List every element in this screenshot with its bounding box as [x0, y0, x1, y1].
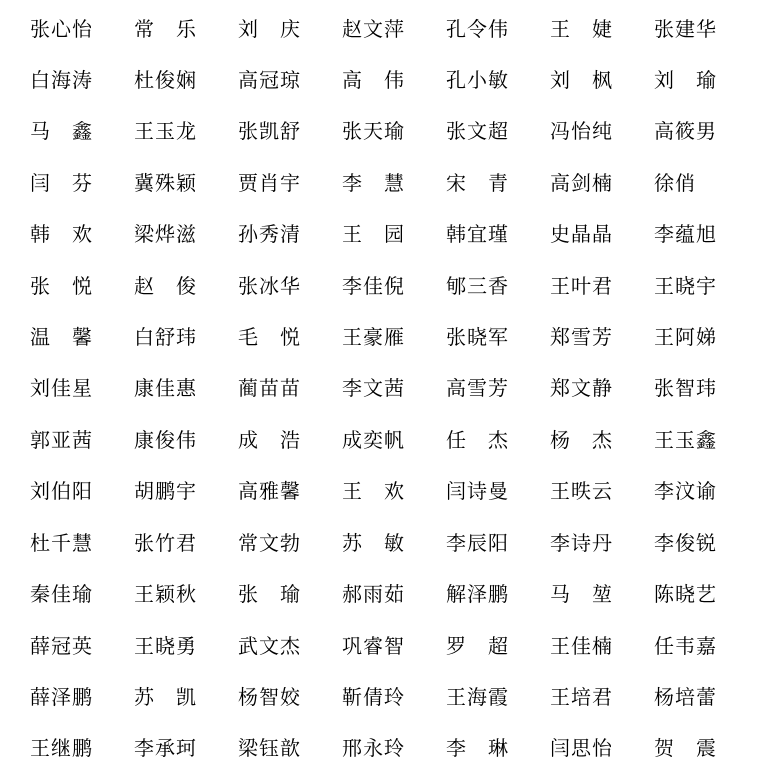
name-cell: 高筱男: [654, 121, 717, 144]
name-cell: 韩宜瑾: [446, 224, 509, 247]
name-cell: 常 乐: [134, 18, 197, 41]
name-cell: 李文茜: [342, 378, 405, 401]
name-cell: 张冰华: [238, 275, 301, 298]
name-cell: 王晓勇: [134, 635, 197, 658]
name-cell: 孙秀清: [238, 224, 301, 247]
name-cell: 郑雪芳: [550, 327, 613, 350]
name-cell: 李承珂: [134, 738, 197, 761]
name-cell: 梁钰歆: [238, 738, 301, 761]
name-cell: 刘伯阳: [30, 481, 93, 504]
name-cell: 成 浩: [238, 429, 301, 452]
name-cell: 闫诗曼: [446, 481, 509, 504]
name-cell: 王 欢: [342, 481, 405, 504]
name-grid: [30, 2, 758, 772]
name-cell: 王阿娣: [654, 327, 717, 350]
name-cell: 赵 俊: [134, 275, 197, 298]
name-row: [30, 259, 758, 309]
name-cell: 郑文静: [550, 378, 613, 401]
name-cell: 刘 枫: [550, 69, 613, 92]
name-cell: 王佳楠: [550, 635, 613, 658]
name-cell: 李诗丹: [550, 532, 613, 555]
name-row: [30, 465, 758, 515]
name-cell: 李佳倪: [342, 275, 405, 298]
name-cell: 苏 敏: [342, 532, 405, 555]
name-cell: 李 慧: [342, 172, 405, 195]
name-cell: 杜千慧: [30, 532, 93, 555]
name-cell: 王晓宇: [654, 275, 717, 298]
name-cell: 陈晓艺: [654, 584, 717, 607]
name-row: [30, 2, 758, 52]
name-cell: 韩 欢: [30, 224, 93, 247]
name-cell: 王玉龙: [134, 121, 197, 144]
name-row: [30, 311, 758, 361]
name-cell: 刘佳星: [30, 378, 93, 401]
name-row: [30, 722, 758, 772]
name-cell: 秦佳瑜: [30, 584, 93, 607]
name-cell: 张凯舒: [238, 121, 301, 144]
name-cell: 康俊伟: [134, 429, 197, 452]
name-cell: 郭亚茜: [30, 429, 93, 452]
name-cell: 梁烨滋: [134, 224, 197, 247]
name-cell: 王颖秋: [134, 584, 197, 607]
name-cell: 张智玮: [654, 378, 717, 401]
name-cell: 王昳云: [550, 481, 613, 504]
name-cell: 常文勃: [238, 532, 301, 555]
name-cell: 王海霞: [446, 686, 509, 709]
name-cell: 杨智姣: [238, 686, 301, 709]
name-cell: 薛泽鹏: [30, 686, 93, 709]
name-row: [30, 362, 758, 412]
name-cell: 温 馨: [30, 327, 93, 350]
name-row: [30, 619, 758, 669]
name-cell: 史晶晶: [550, 224, 613, 247]
name-row: [30, 670, 758, 720]
name-cell: 苏 凯: [134, 686, 197, 709]
name-cell: 闫思怡: [550, 738, 613, 761]
name-cell: 马 鑫: [30, 121, 93, 144]
name-row: [30, 516, 758, 566]
name-cell: 高冠琼: [238, 69, 301, 92]
name-row: [30, 156, 758, 206]
name-cell: 冀殊颖: [134, 172, 197, 195]
name-cell: 孔令伟: [446, 18, 509, 41]
name-cell: 毛 悦: [238, 327, 301, 350]
name-row: [30, 568, 758, 618]
name-cell: 武文杰: [238, 635, 301, 658]
name-cell: 王继鹏: [30, 738, 93, 761]
name-cell: 郝雨茹: [342, 584, 405, 607]
name-cell: 任韦嘉: [654, 635, 717, 658]
name-cell: 张建华: [654, 18, 717, 41]
name-cell: 贾肖宇: [238, 172, 301, 195]
name-cell: 邢永玲: [342, 738, 405, 761]
name-cell: 王培君: [550, 686, 613, 709]
name-cell: 胡鹏宇: [134, 481, 197, 504]
name-cell: 刘 瑜: [654, 69, 717, 92]
name-cell: 高雅馨: [238, 481, 301, 504]
name-cell: 王玉鑫: [654, 429, 717, 452]
name-cell: 白舒玮: [134, 327, 197, 350]
name-row: [30, 208, 758, 258]
name-cell: 高雪芳: [446, 378, 509, 401]
name-cell: 高剑楠: [550, 172, 613, 195]
name-cell: 白海涛: [30, 69, 93, 92]
name-cell: 张天瑜: [342, 121, 405, 144]
name-cell: 刘 庆: [238, 18, 301, 41]
name-cell: 马 堃: [550, 584, 613, 607]
name-cell: 成奕帆: [342, 429, 405, 452]
name-cell: 薛冠英: [30, 635, 93, 658]
name-cell: 张 悦: [30, 275, 93, 298]
name-cell: 罗 超: [446, 635, 509, 658]
name-cell: 李俊锐: [654, 532, 717, 555]
name-cell: 张晓军: [446, 327, 509, 350]
name-cell: 蔺苗苗: [238, 378, 301, 401]
name-cell: 徐俏: [654, 172, 696, 195]
name-row: [30, 53, 758, 103]
name-cell: 闫 芬: [30, 172, 93, 195]
name-cell: 杨培蕾: [654, 686, 717, 709]
name-cell: 杨 杰: [550, 429, 613, 452]
name-cell: 张心怡: [30, 18, 93, 41]
name-cell: 郇三香: [446, 275, 509, 298]
name-cell: 张 瑜: [238, 584, 301, 607]
name-cell: 李 琳: [446, 738, 509, 761]
name-cell: 贺 震: [654, 738, 717, 761]
name-cell: 巩睿智: [342, 635, 405, 658]
name-row: [30, 105, 758, 155]
name-cell: 王 婕: [550, 18, 613, 41]
name-cell: 孔小敏: [446, 69, 509, 92]
name-cell: 高 伟: [342, 69, 405, 92]
name-cell: 靳倩玲: [342, 686, 405, 709]
name-cell: 康佳惠: [134, 378, 197, 401]
name-cell: 张竹君: [134, 532, 197, 555]
name-cell: 解泽鹏: [446, 584, 509, 607]
name-cell: 任 杰: [446, 429, 509, 452]
name-cell: 王叶君: [550, 275, 613, 298]
name-cell: 王豪雁: [342, 327, 405, 350]
name-cell: 冯怡纯: [550, 121, 613, 144]
name-cell: 张文超: [446, 121, 509, 144]
name-cell: 李汶谕: [654, 481, 717, 504]
name-cell: 赵文萍: [342, 18, 405, 41]
name-row: [30, 413, 758, 463]
name-cell: 王 园: [342, 224, 405, 247]
name-cell: 李蕴旭: [654, 224, 717, 247]
name-cell: 李辰阳: [446, 532, 509, 555]
name-cell: 宋 青: [446, 172, 509, 195]
name-cell: 杜俊娴: [134, 69, 197, 92]
